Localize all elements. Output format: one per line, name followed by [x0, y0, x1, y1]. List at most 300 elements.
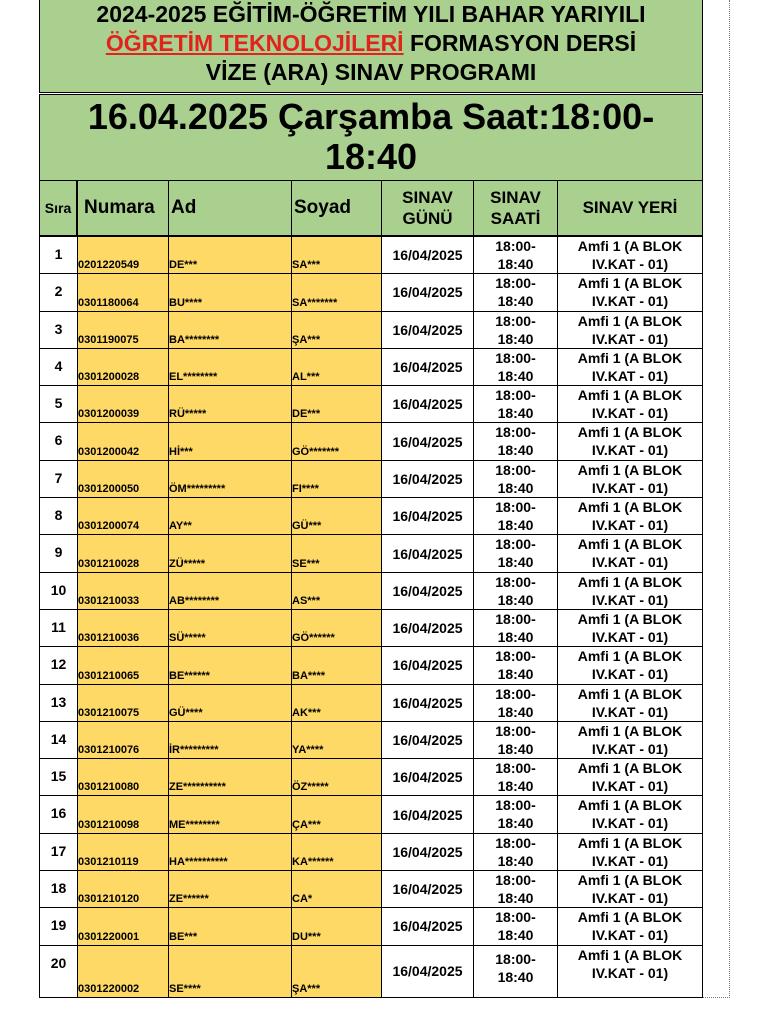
student-last-name: [292, 721, 382, 758]
exam-time-saat2: 18:40: [497, 479, 534, 496]
student-first-name-text: BA********: [169, 333, 220, 346]
exam-time-saat1: 18:00-: [495, 909, 536, 926]
row-number: 11: [40, 609, 78, 646]
exam-location: [558, 237, 703, 274]
exam-location-yer2: IV.KAT - 01): [591, 852, 669, 869]
student-number-text: 0301210076: [78, 744, 140, 757]
exam-day: 16/04/2025: [382, 796, 474, 833]
exam-day: 16/04/2025: [382, 423, 474, 460]
student-number: [78, 908, 169, 945]
table-row: [40, 274, 703, 311]
student-last-name-text: ÖZ*****: [292, 781, 329, 794]
exam-time-saat1: 18:00-: [495, 834, 536, 851]
table-row: [40, 460, 703, 497]
student-first-name-text: ME********: [169, 818, 220, 831]
exam-time: [474, 237, 558, 274]
student-last-name-text: GÖ*******: [292, 445, 340, 458]
row-number: 7: [40, 460, 78, 497]
exam-time: [474, 759, 558, 796]
exam-day: 16/04/2025: [382, 908, 474, 945]
table-row: [40, 647, 703, 684]
student-number: [78, 945, 169, 997]
exam-day: 16/04/2025: [382, 311, 474, 348]
exam-day: 16/04/2025: [382, 535, 474, 572]
student-number-text: 0301200074: [78, 520, 140, 533]
student-first-name-text: BE******: [169, 669, 210, 682]
exam-location: [558, 535, 703, 572]
exam-location-yer2: IV.KAT - 01): [591, 479, 669, 496]
student-number: [78, 721, 169, 758]
exam-time: [474, 609, 558, 646]
exam-location-yer2: IV.KAT - 01): [591, 703, 669, 720]
row-number: 12: [40, 647, 78, 684]
table-row: [40, 945, 703, 997]
student-last-name: [292, 796, 382, 833]
exam-date-line-1: 16.04.2025 Çarşamba Saat:18:00-: [87, 96, 655, 137]
row-number: 20: [40, 945, 78, 997]
exam-time-saat2: 18:40: [497, 703, 534, 720]
student-number: [78, 274, 169, 311]
exam-location: [558, 348, 703, 385]
exam-location-yer1: Amfi 1 (A BLOK: [577, 909, 683, 926]
exam-date-banner: [39, 94, 703, 182]
exam-location-yer2: IV.KAT - 01): [591, 890, 669, 907]
header-sinav-saati-1: SINAV: [490, 188, 541, 207]
header-sinav-saati: [473, 180, 558, 236]
exam-location-yer2: IV.KAT - 01): [591, 442, 669, 459]
student-number-text: 0301220002: [78, 982, 140, 995]
student-first-name: [169, 237, 292, 274]
student-number-text: 0301210098: [78, 818, 140, 831]
exam-time-saat2: 18:40: [497, 628, 534, 645]
student-first-name-text: BU****: [169, 296, 203, 309]
student-first-name: [169, 609, 292, 646]
student-first-name: [169, 945, 292, 997]
exam-location: [558, 386, 703, 423]
header-sinav-yeri: SINAV YERİ: [557, 180, 703, 236]
student-number-text: 0201220549: [78, 259, 140, 272]
student-last-name-text: DU***: [292, 930, 321, 943]
exam-time-saat2: 18:40: [497, 367, 534, 384]
exam-location: [558, 274, 703, 311]
exam-location: [558, 796, 703, 833]
exam-day: 16/04/2025: [382, 759, 474, 796]
exam-day: 16/04/2025: [382, 460, 474, 497]
student-first-name-text: EL********: [169, 371, 218, 384]
exam-time-saat2: 18:40: [497, 330, 534, 347]
student-first-name: [169, 833, 292, 870]
student-first-name-text: RÜ*****: [169, 408, 207, 421]
student-last-name: [292, 945, 382, 997]
row-number: 2: [40, 274, 78, 311]
student-last-name-text: SA***: [292, 259, 321, 272]
exam-time-saat1: 18:00-: [495, 238, 536, 254]
row-number: 18: [40, 871, 78, 908]
exam-location-yer2: IV.KAT - 01): [591, 367, 669, 384]
student-last-name-text: AL***: [292, 371, 320, 384]
row-number: 3: [40, 311, 78, 348]
row-number: 16: [40, 796, 78, 833]
header-numara: Numara: [77, 180, 169, 236]
student-first-name: [169, 572, 292, 609]
student-last-name-text: YA****: [292, 744, 324, 757]
table-row: [40, 311, 703, 348]
exam-location-yer1: Amfi 1 (A BLOK: [577, 760, 683, 777]
exam-time-saat1: 18:00-: [495, 312, 536, 329]
student-number: [78, 423, 169, 460]
exam-time-saat2: 18:40: [497, 815, 534, 832]
row-number: 10: [40, 572, 78, 609]
exam-time-saat1: 18:00-: [495, 275, 536, 292]
student-number: [78, 609, 169, 646]
exam-location-yer1: Amfi 1 (A BLOK: [577, 275, 683, 292]
student-first-name-text: HA**********: [169, 856, 228, 869]
student-number: [78, 535, 169, 572]
student-last-name: [292, 609, 382, 646]
student-last-name: [292, 535, 382, 572]
student-last-name-text: SA*******: [292, 296, 338, 309]
exam-time: [474, 386, 558, 423]
exam-location: [558, 908, 703, 945]
student-first-name-text: AB********: [169, 594, 220, 607]
table-row: [40, 796, 703, 833]
student-number-text: 0301210028: [78, 557, 140, 570]
exam-location-yer2: IV.KAT - 01): [591, 554, 669, 571]
student-last-name-text: ŞA***: [292, 333, 321, 346]
exam-time-saat2: 18:40: [497, 293, 534, 310]
student-first-name-text: SÜ*****: [169, 632, 206, 645]
row-number: 6: [40, 423, 78, 460]
student-first-name-text: İR*********: [169, 744, 219, 757]
student-first-name-text: ZE**********: [169, 781, 226, 794]
student-first-name-text: BE***: [169, 930, 198, 943]
exam-time: [474, 535, 558, 572]
student-number-text: 0301210080: [78, 781, 140, 794]
student-last-name: [292, 348, 382, 385]
exam-time-saat1: 18:00-: [495, 573, 536, 590]
exam-time-saat2: 18:40: [497, 517, 534, 534]
table-row: [40, 833, 703, 870]
exam-day: 16/04/2025: [382, 386, 474, 423]
student-first-name: [169, 796, 292, 833]
student-first-name: [169, 348, 292, 385]
exam-location-yer2: IV.KAT - 01): [591, 293, 669, 310]
table-row: [40, 498, 703, 535]
student-number-text: 0301200042: [78, 445, 140, 458]
exam-location-yer2: IV.KAT - 01): [591, 256, 669, 272]
exam-date-line-2: 18:40: [324, 136, 418, 177]
table-row: [40, 423, 703, 460]
student-last-name: [292, 311, 382, 348]
header-sinav-gunu: [381, 180, 474, 236]
exam-time-saat1: 18:00-: [495, 685, 536, 702]
exam-day: 16/04/2025: [382, 237, 474, 274]
exam-location-yer1: Amfi 1 (A BLOK: [577, 797, 683, 814]
student-first-name: [169, 908, 292, 945]
exam-location: [558, 684, 703, 721]
student-last-name: [292, 908, 382, 945]
student-number-text: 0301210033: [78, 594, 140, 607]
row-number: 15: [40, 759, 78, 796]
row-number: 13: [40, 684, 78, 721]
exam-location: [558, 721, 703, 758]
student-table-body: [40, 237, 703, 998]
exam-time-saat1: 18:00-: [495, 950, 536, 967]
student-last-name: [292, 833, 382, 870]
student-first-name: [169, 535, 292, 572]
title-line-3: VİZE (ARA) SINAV PROGRAMI: [205, 59, 537, 85]
exam-time-saat1: 18:00-: [495, 499, 536, 516]
header-sinav-gunu-1: SINAV: [402, 188, 453, 207]
student-first-name: [169, 460, 292, 497]
exam-time-saat2: 18:40: [497, 740, 534, 757]
header-sinav-gunu-2: GÜNÜ: [402, 209, 453, 228]
student-last-name: [292, 460, 382, 497]
row-number: 8: [40, 498, 78, 535]
row-number: 9: [40, 535, 78, 572]
exam-time-saat1: 18:00-: [495, 872, 536, 889]
student-number: [78, 833, 169, 870]
table-row: [40, 237, 703, 274]
exam-time-saat1: 18:00-: [495, 797, 536, 814]
student-first-name-text: ZE******: [169, 893, 209, 906]
student-first-name-text: AY**: [169, 520, 192, 533]
student-number: [78, 796, 169, 833]
exam-time-saat2: 18:40: [497, 554, 534, 571]
student-last-name: [292, 498, 382, 535]
student-last-name-text: AK***: [292, 706, 321, 719]
student-last-name-text: DE***: [292, 408, 321, 421]
exam-location-yer2: IV.KAT - 01): [591, 666, 669, 683]
student-last-name: [292, 647, 382, 684]
table-row: [40, 871, 703, 908]
table-row: [40, 386, 703, 423]
student-first-name-text: ZÜ*****: [169, 557, 206, 570]
student-number-text: 0301210075: [78, 706, 140, 719]
student-last-name-text: BA****: [292, 669, 326, 682]
student-last-name-text: ŞA***: [292, 982, 321, 995]
exam-location-yer2: IV.KAT - 01): [591, 628, 669, 645]
exam-location: [558, 833, 703, 870]
exam-day: 16/04/2025: [382, 572, 474, 609]
exam-time-saat1: 18:00-: [495, 387, 536, 404]
student-number-text: 0301200039: [78, 408, 140, 421]
exam-location-yer2: IV.KAT - 01): [591, 591, 669, 608]
student-first-name: [169, 647, 292, 684]
exam-location: [558, 423, 703, 460]
student-number: [78, 348, 169, 385]
exam-time: [474, 796, 558, 833]
student-first-name: [169, 498, 292, 535]
exam-time-saat1: 18:00-: [495, 722, 536, 739]
course-type: FORMASYON DERSİ: [403, 30, 637, 56]
exam-location: [558, 498, 703, 535]
student-number: [78, 684, 169, 721]
exam-location-yer1: Amfi 1 (A BLOK: [577, 648, 683, 665]
exam-time-saat1: 18:00-: [495, 648, 536, 665]
student-number-text: 0301210036: [78, 632, 140, 645]
exam-time: [474, 871, 558, 908]
exam-location: [558, 945, 703, 997]
student-number-text: 0301210065: [78, 669, 140, 682]
student-last-name: [292, 274, 382, 311]
student-last-name: [292, 386, 382, 423]
exam-location-yer2: IV.KAT - 01): [591, 778, 669, 795]
row-number: 19: [40, 908, 78, 945]
exam-location-yer1: Amfi 1 (A BLOK: [577, 461, 683, 478]
student-number-text: 0301200028: [78, 371, 140, 384]
exam-time-saat2: 18:40: [497, 666, 534, 683]
exam-time: [474, 647, 558, 684]
student-last-name-text: KA******: [292, 856, 334, 869]
exam-time: [474, 572, 558, 609]
exam-location-yer2: IV.KAT - 01): [591, 405, 669, 422]
exam-time: [474, 423, 558, 460]
header-sira: Sıra: [39, 180, 77, 236]
document-title: [39, 0, 703, 93]
student-first-name: [169, 721, 292, 758]
student-table: [39, 236, 703, 998]
student-number-text: 0301200050: [78, 483, 140, 496]
table-row: [40, 609, 703, 646]
student-number-text: 0301210119: [78, 856, 139, 869]
student-first-name-text: ÖM*********: [169, 483, 226, 496]
student-number: [78, 460, 169, 497]
exam-location: [558, 647, 703, 684]
student-last-name-text: AS***: [292, 594, 321, 607]
exam-time-saat1: 18:00-: [495, 536, 536, 553]
exam-location-yer1: Amfi 1 (A BLOK: [577, 573, 683, 590]
student-number: [78, 759, 169, 796]
header-soyad: Soyad: [291, 180, 382, 236]
row-number: 5: [40, 386, 78, 423]
student-first-name-text: DE***: [169, 259, 198, 272]
student-first-name-text: Hİ***: [169, 445, 193, 458]
exam-time-saat1: 18:00-: [495, 349, 536, 366]
student-last-name: [292, 759, 382, 796]
exam-day: 16/04/2025: [382, 498, 474, 535]
exam-location: [558, 572, 703, 609]
table-row: [40, 759, 703, 796]
exam-day: 16/04/2025: [382, 945, 474, 997]
exam-location-yer1: Amfi 1 (A BLOK: [577, 424, 683, 441]
exam-location-yer2: IV.KAT - 01): [591, 517, 669, 534]
exam-time-saat2: 18:40: [497, 442, 534, 459]
student-number-text: 0301210120: [78, 893, 140, 906]
exam-time: [474, 311, 558, 348]
exam-location-yer1: Amfi 1 (A BLOK: [577, 872, 683, 889]
student-first-name: [169, 311, 292, 348]
student-number-text: 0301220001: [78, 930, 140, 943]
exam-time-saat1: 18:00-: [495, 760, 536, 777]
exam-day: 16/04/2025: [382, 833, 474, 870]
row-number: 4: [40, 348, 78, 385]
student-first-name: [169, 386, 292, 423]
exam-location-yer2: IV.KAT - 01): [591, 815, 669, 832]
table-row: [40, 535, 703, 572]
student-last-name-text: SE***: [292, 557, 320, 570]
exam-time-saat2: 18:40: [497, 968, 534, 985]
exam-time: [474, 274, 558, 311]
table-row: [40, 348, 703, 385]
exam-time: [474, 348, 558, 385]
exam-location-yer1: Amfi 1 (A BLOK: [577, 722, 683, 739]
exam-time: [474, 908, 558, 945]
exam-day: 16/04/2025: [382, 647, 474, 684]
exam-time: [474, 498, 558, 535]
student-first-name: [169, 684, 292, 721]
exam-location: [558, 759, 703, 796]
exam-day: 16/04/2025: [382, 274, 474, 311]
exam-location-yer1: Amfi 1 (A BLOK: [577, 946, 683, 963]
exam-day: 16/04/2025: [382, 721, 474, 758]
student-number-text: 0301180064: [78, 296, 139, 309]
row-number: 1: [40, 237, 78, 274]
exam-time-saat2: 18:40: [497, 852, 534, 869]
exam-location: [558, 311, 703, 348]
exam-time-saat1: 18:00-: [495, 610, 536, 627]
student-number: [78, 311, 169, 348]
exam-location-yer1: Amfi 1 (A BLOK: [577, 349, 683, 366]
exam-time-saat2: 18:40: [497, 591, 534, 608]
exam-location-yer1: Amfi 1 (A BLOK: [577, 834, 683, 851]
table-row: [40, 721, 703, 758]
course-name: ÖĞRETİM TEKNOLOJİLERİ: [105, 30, 404, 56]
exam-location-yer2: IV.KAT - 01): [591, 330, 669, 347]
exam-time: [474, 460, 558, 497]
exam-time-saat2: 18:40: [497, 890, 534, 907]
header-ad: Ad: [168, 180, 292, 236]
exam-day: 16/04/2025: [382, 684, 474, 721]
student-first-name: [169, 871, 292, 908]
student-number: [78, 572, 169, 609]
exam-location-yer2: IV.KAT - 01): [591, 927, 669, 944]
student-last-name: [292, 871, 382, 908]
student-number-text: 0301190075: [78, 333, 139, 346]
student-first-name: [169, 274, 292, 311]
exam-location-yer1: Amfi 1 (A BLOK: [577, 387, 683, 404]
student-last-name: [292, 423, 382, 460]
exam-day: 16/04/2025: [382, 609, 474, 646]
student-number: [78, 386, 169, 423]
exam-time: [474, 945, 558, 997]
exam-location-yer1: Amfi 1 (A BLOK: [577, 499, 683, 516]
exam-location-yer1: Amfi 1 (A BLOK: [577, 312, 683, 329]
exam-location: [558, 460, 703, 497]
student-number: [78, 498, 169, 535]
exam-time-saat2: 18:40: [497, 927, 534, 944]
exam-time-saat2: 18:40: [497, 405, 534, 422]
exam-location-yer1: Amfi 1 (A BLOK: [577, 610, 683, 627]
student-first-name: [169, 759, 292, 796]
title-line-2: [40, 29, 702, 58]
exam-location-yer2: IV.KAT - 01): [591, 964, 669, 981]
student-number: [78, 871, 169, 908]
page-boundary-right: [703, 0, 730, 998]
student-number: [78, 237, 169, 274]
student-last-name-text: ÇA***: [292, 818, 321, 831]
student-last-name-text: FI****: [292, 483, 319, 496]
row-number: 17: [40, 833, 78, 870]
exam-time-saat1: 18:00-: [495, 461, 536, 478]
student-last-name-text: GÖ******: [292, 632, 335, 645]
exam-day: 16/04/2025: [382, 348, 474, 385]
table-row: [40, 572, 703, 609]
table-row: [40, 684, 703, 721]
exam-day: 16/04/2025: [382, 871, 474, 908]
student-last-name: [292, 684, 382, 721]
exam-time-saat1: 18:00-: [495, 424, 536, 441]
